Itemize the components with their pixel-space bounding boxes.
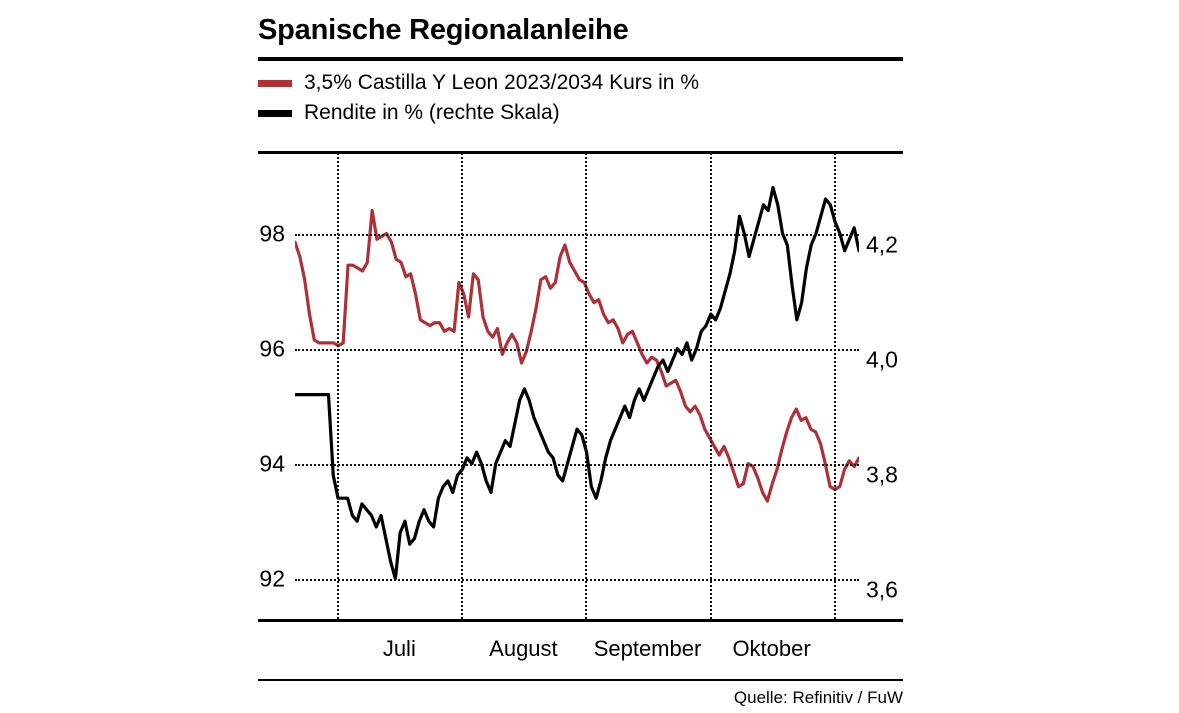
gridline-horizontal [295,579,859,581]
x-axis-labels [295,636,859,670]
y-axis-right [866,153,956,619]
footer-divider [258,679,903,681]
x-tick-label: Oktober [732,636,811,661]
gridline-horizontal [295,464,859,466]
y-axis-left [205,153,285,619]
series-line-kurs [295,211,859,502]
x-tick-label: Juli [382,636,416,661]
plot-area [295,153,859,619]
legend-item-rendite [258,98,958,128]
y-tick-right: 4,0 [866,346,898,373]
y-tick-right: 3,6 [866,576,898,603]
legend-swatch-rendite [258,110,292,117]
y-tick-left: 98 [259,220,285,247]
y-tick-left: 96 [259,335,285,362]
y-tick-right: 4,2 [866,231,898,258]
y-tick-left: 94 [259,450,285,477]
legend-label-rendite: Rendite in % (rechte Skala) [304,101,560,124]
source-note: Quelle: Refinitiv / FuW [733,688,903,707]
gridline-vertical [834,153,836,619]
chart-legend [258,68,958,128]
gridline-horizontal [295,234,859,236]
y-tick-right: 3,8 [866,461,898,488]
gridline-vertical [710,153,712,619]
y-tick-left: 92 [259,565,285,592]
gridline-vertical [337,153,339,619]
x-tick-label: August [489,636,558,661]
series-lines [295,153,859,619]
series-line-rendite [295,188,859,579]
plot-bottom-axis [258,619,903,622]
legend-swatch-kurs [258,80,292,87]
title-divider [258,57,903,61]
x-tick-label: September [593,636,702,661]
gridline-vertical [461,153,463,619]
gridline-vertical [585,153,587,619]
page-title: Spanische Regionalanleihe [258,14,629,46]
legend-label-kurs: 3,5% Castilla Y Leon 2023/2034 Kurs in % [304,71,699,94]
gridline-horizontal [295,349,859,351]
legend-item-kurs [258,68,958,98]
